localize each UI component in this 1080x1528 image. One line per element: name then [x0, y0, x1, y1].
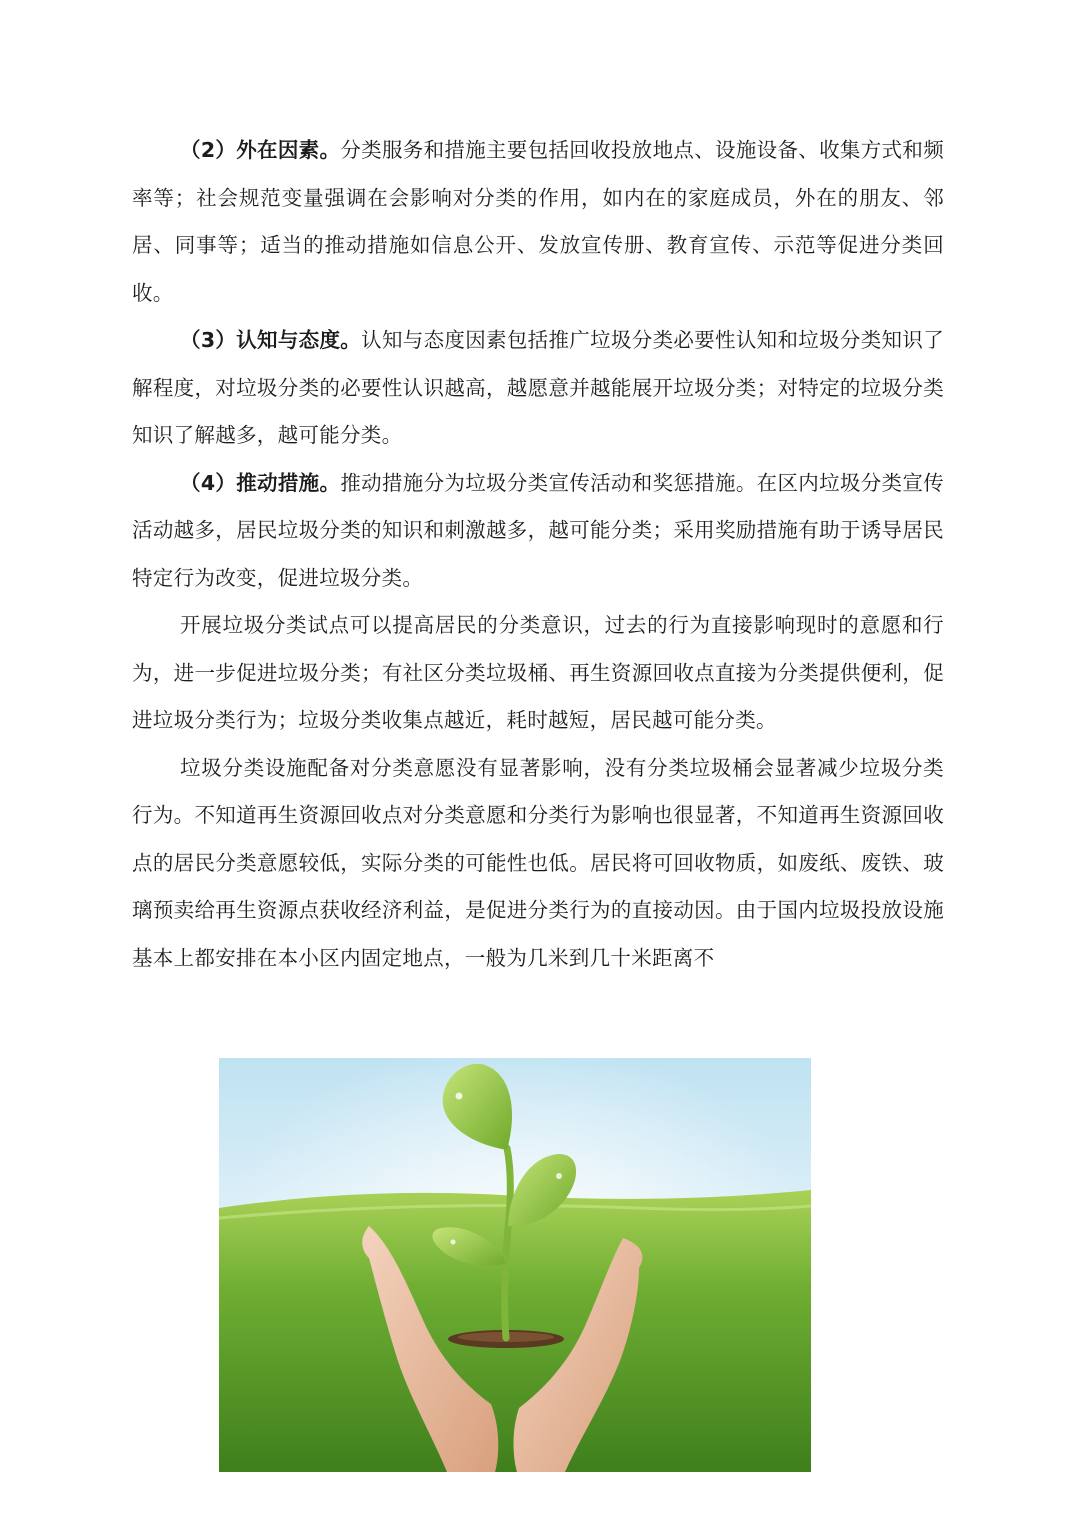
paragraph-text: 分类服务和措施主要包括回收投放地点、设施设备、收集方式和频率等；社会规范变量强调在会影响对分类的作用，如内在的家庭成员，外在的朋友、邻居、同事等；适当的推动措施如信息公开、发放宣传册、教育宣传、示范等促进分类回收。: [132, 138, 944, 305]
paragraph-text: 认知与态度因素包括推广垃圾分类必要性认知和垃圾分类知识了解程度，对垃圾分类的必要性认识越高，越愿意并越能展开垃圾分类；对特定的垃圾分类知识了解越多，越可能分类。: [132, 328, 944, 447]
hands-holding-seedling-illustration: [219, 1058, 811, 1472]
paragraph-cognition-attitude: [132, 317, 944, 460]
paragraph-external-factors: [132, 127, 944, 317]
paragraph-text: 垃圾分类设施配备对分类意愿没有显著影响，没有分类垃圾桶会显著减少垃圾分类行为。不知道再生资源回收点对分类意愿和分类行为影响也很显著，不知道再生资源回收点的居民分类意愿较低，实际分类的可能性也低。居民将可回收物质，如废纸、废铁、玻璃预卖给再生资源点获收经济利益，是促进分类行为的直接动因。由于国内垃圾投放设施基本上都安排在本小区内固定地点，一般为几米到几十米距离不: [132, 755, 944, 970]
paragraph-heading: （4）推动措施。: [180, 470, 341, 495]
paragraph-promotion-measures: [132, 460, 944, 603]
paragraph-heading: （3）认知与态度。: [180, 328, 362, 352]
paragraph-text: 推动措施分为垃圾分类宣传活动和奖惩措施。在区内垃圾分类宣传活动越多，居民垃圾分类的知识和刺激越多，越可能分类；采用奖励措施有助于诱导居民特定行为改变，促进垃圾分类。: [132, 470, 944, 590]
water-droplet: [556, 1173, 562, 1179]
paragraph-facilities: [132, 745, 944, 983]
water-droplet: [451, 1240, 456, 1245]
paragraph-pilot-program: [132, 602, 944, 745]
paragraph-heading: （2）外在因素。: [180, 138, 341, 162]
water-droplet: [456, 1093, 463, 1100]
hands-holding-seedling-icon: [219, 1058, 811, 1472]
paragraph-text: 开展垃圾分类试点可以提高居民的分类意识，过去的行为直接影响现时的意愿和行为，进一步促进垃圾分类；有社区分类垃圾桶、再生资源回收点直接为分类提供便利，促进垃圾分类行为；垃圾分类收集点越近，耗时越短，居民越可能分类。: [132, 613, 944, 732]
document-body: [132, 127, 944, 982]
